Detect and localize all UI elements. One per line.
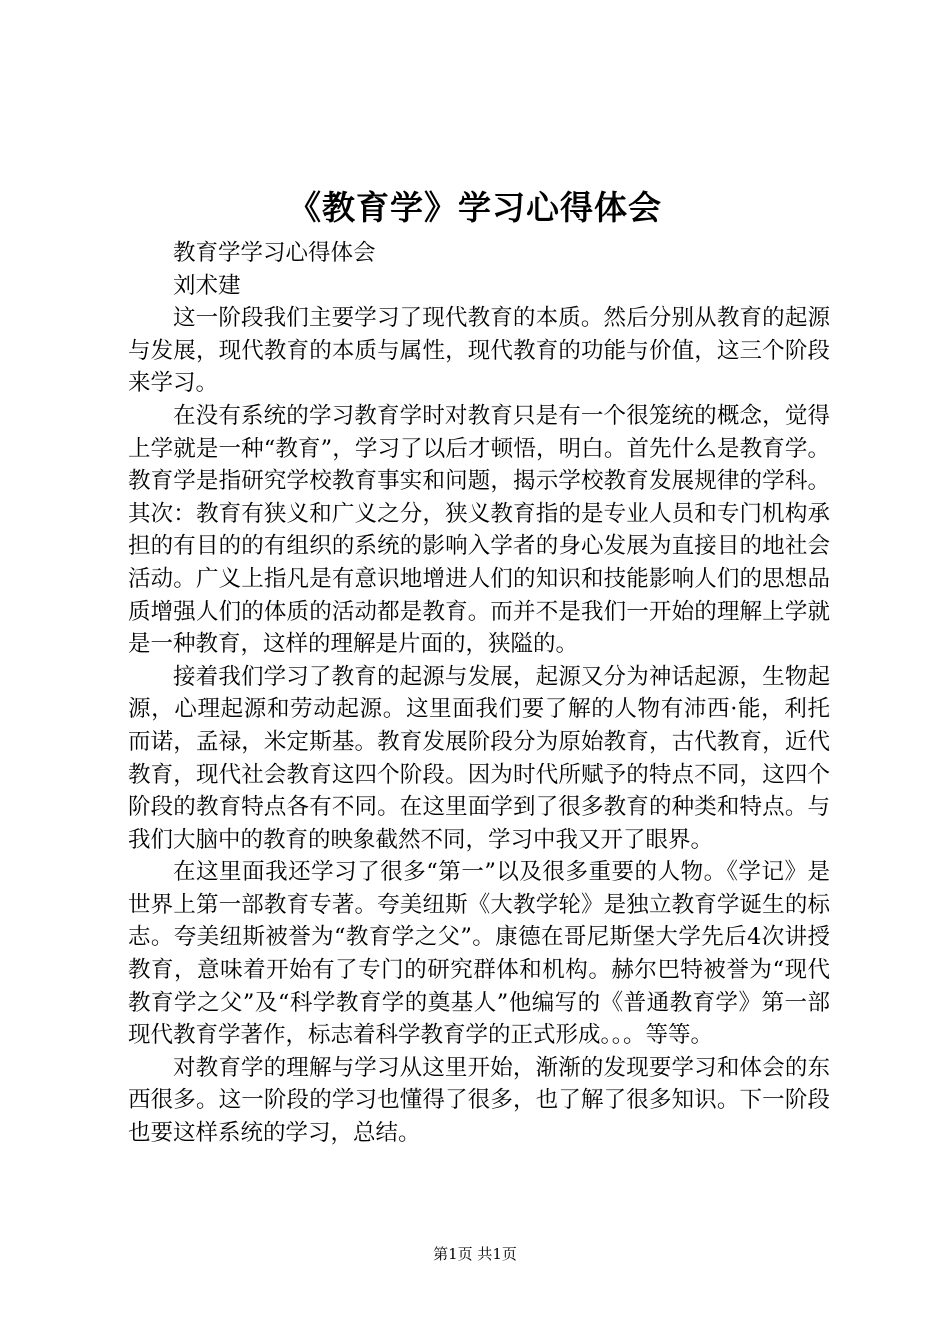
paragraph: 在没有系统的学习教育学时对教育只是有一个很笼统的概念，觉得上学就是一种“教育”，学习了以后才顿悟，明白。首先什么是教育学。教育学是指研究学校教育事实和问题，揭示学校教育发展规律的学科。其次：教育有狭义和广义之分，狭义教育指的是专业人员和专门机构承担的有目的的有组织的系统的影响入学者的身心发展为直接目的地社会活动。广义上指凡是有意识地增进人们的知识和技能影响人们的思想品质增强人们的体质的活动都是教育。而并不是我们一开始的理解上学就是一种教育，这样的理解是片面的，狭隘的。 [128,402,830,658]
paragraph: 这一阶段我们主要学习了现代教育的本质。然后分别从教育的起源与发展，现代教育的本质与属性，现代教育的功能与价值，这三个阶段来学习。 [128,305,830,397]
paragraph: 对教育学的理解与学习从这里开始，渐渐的发现要学习和体会的东西很多。这一阶段的学习也懂得了很多，也了解了很多知识。下一阶段也要这样系统的学习，总结。 [128,1054,830,1147]
document-author: 刘术建 [173,272,241,299]
paragraph: 接着我们学习了教育的起源与发展，起源又分为神话起源，生物起源，心理起源和劳动起源。这里面我们要了解的人物有沛西·能，利托而诺，孟禄，米定斯基。教育发展阶段分为原始教育，古代教育，近代教育，现代社会教育这四个阶段。因为时代所赋予的特点不同，这四个阶段的教育特点各有不同。在这里面学到了很多教育的种类和特点。与我们大脑中的教育的映象截然不同，学习中我又开了眼界。 [128,663,830,853]
document-body [128,237,830,1150]
page-footer: 第1页 共1页 [433,1245,517,1263]
document-title: 《教育学》学习心得体会 [288,188,662,227]
paragraph: 在这里面我还学习了很多“第一”以及很多重要的人物。《学记》是世界上第一部教育专著。夸美纽斯《大教学轮》是独立教育学诞生的标志。夸美纽斯被誉为“教育学之父”。康德在哥尼斯堡大学先后4次讲授教育，意味着开始有了专门的研究群体和机构。赫尔巴特被誉为“现代教育学之父”及“科学教育学的奠基人”他编写的《普通教育学》第一部现代教育学著作，标志着科学教育学的正式形成。。。等等。 [128,859,830,1049]
document-subtitle: 教育学学习心得体会 [173,240,376,266]
